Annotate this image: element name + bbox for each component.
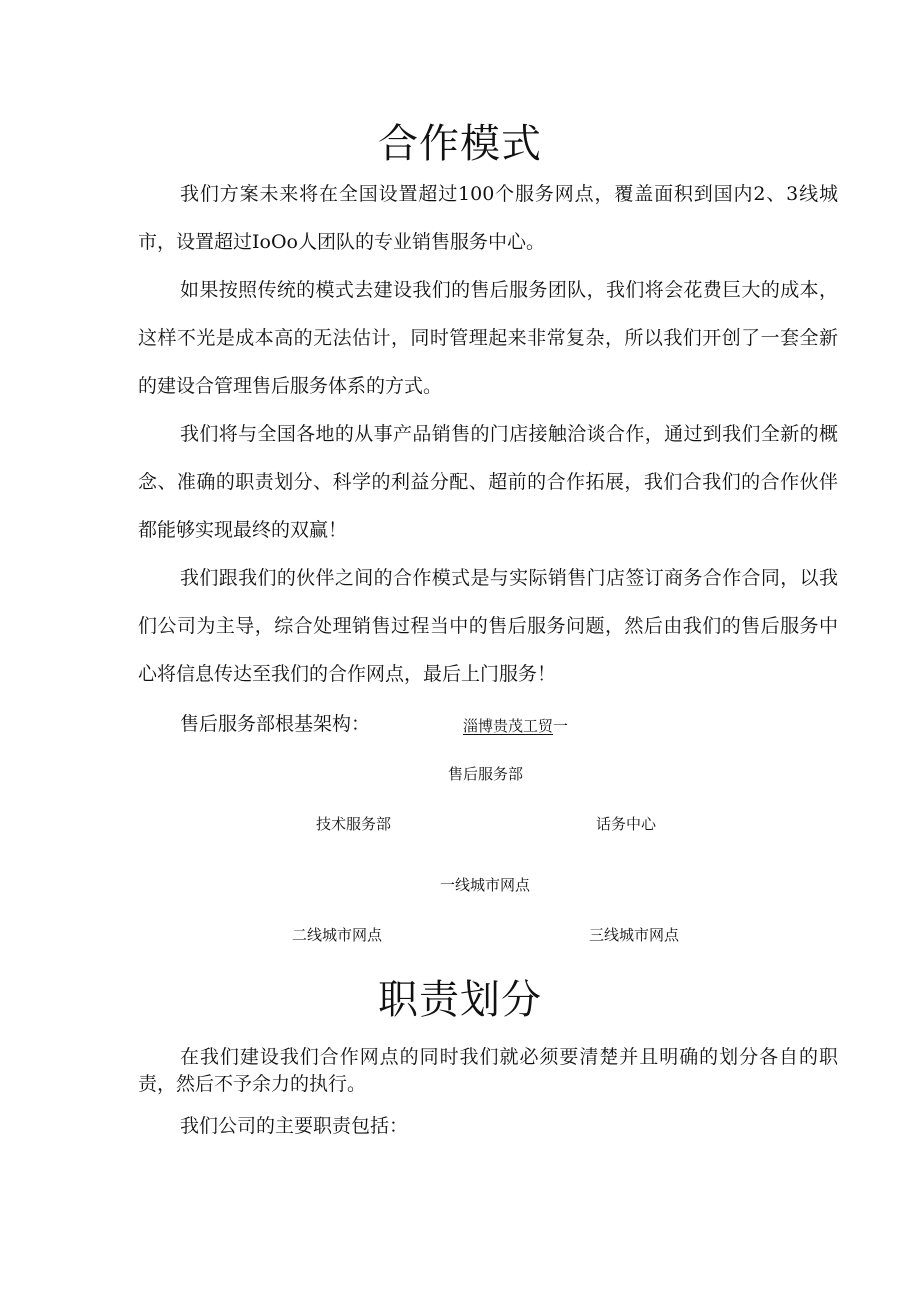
org-company-node [463, 715, 568, 736]
org-structure-label: 售后服务部根基架构： [180, 713, 371, 735]
org-tier2-node: 二线城市网点 [292, 926, 383, 944]
org-company-suffix: 一 [553, 717, 569, 735]
org-tier3-node: 三线城市网点 [589, 926, 680, 944]
paragraph-4: 我们跟我们的伙伴之间的合作模式是与实际销售门店签订商务合作合同，以我们公司为主导，综合处理销售过程当中的售后服务问题，然后由我们的售后服务中心将信息传达至我们的合作网点，最后上门服务！ [138, 567, 838, 685]
paragraph-6: 我们公司的主要职责包括： [180, 1115, 409, 1137]
paragraph-2: 如果按照传统的模式去建设我们的售后服务团队，我们将会花费巨大的成本，这样不光是成本高的无法估计，同时管理起来非常复杂，所以我们开创了一套全新的建设合管理售后服务体系的方式。 [138, 279, 838, 397]
paragraph-3: 我们将与全国各地的从事产品销售的门店接触洽谈合作，通过到我们全新的概念、准确的职责划分、科学的利益分配、超前的合作拓展，我们合我们的合作伙伴都能够实现最终的双赢！ [138, 423, 838, 541]
org-tier1-node: 一线城市网点 [440, 876, 531, 894]
org-call-center-node: 话务中心 [596, 815, 657, 833]
org-dept-node: 售后服务部 [448, 765, 524, 783]
section-title-responsibilities: 职责划分 [378, 977, 542, 1023]
org-company-name: 淄博贵茂工贸 [463, 717, 554, 735]
section-title-cooperation: 合作模式 [378, 121, 542, 167]
paragraph-1: 我们方案未来将在全国设置超过100个服务网点，覆盖面积到国内2、3线城市，设置超过IoOo人团队的专业销售服务中心。 [138, 183, 838, 253]
paragraph-5: 在我们建设我们合作网点的同时我们就必须要清楚并且明确的划分各自的职责，然后不予余力的执行。 [138, 1046, 838, 1095]
org-tech-node: 技术服务部 [316, 815, 392, 833]
